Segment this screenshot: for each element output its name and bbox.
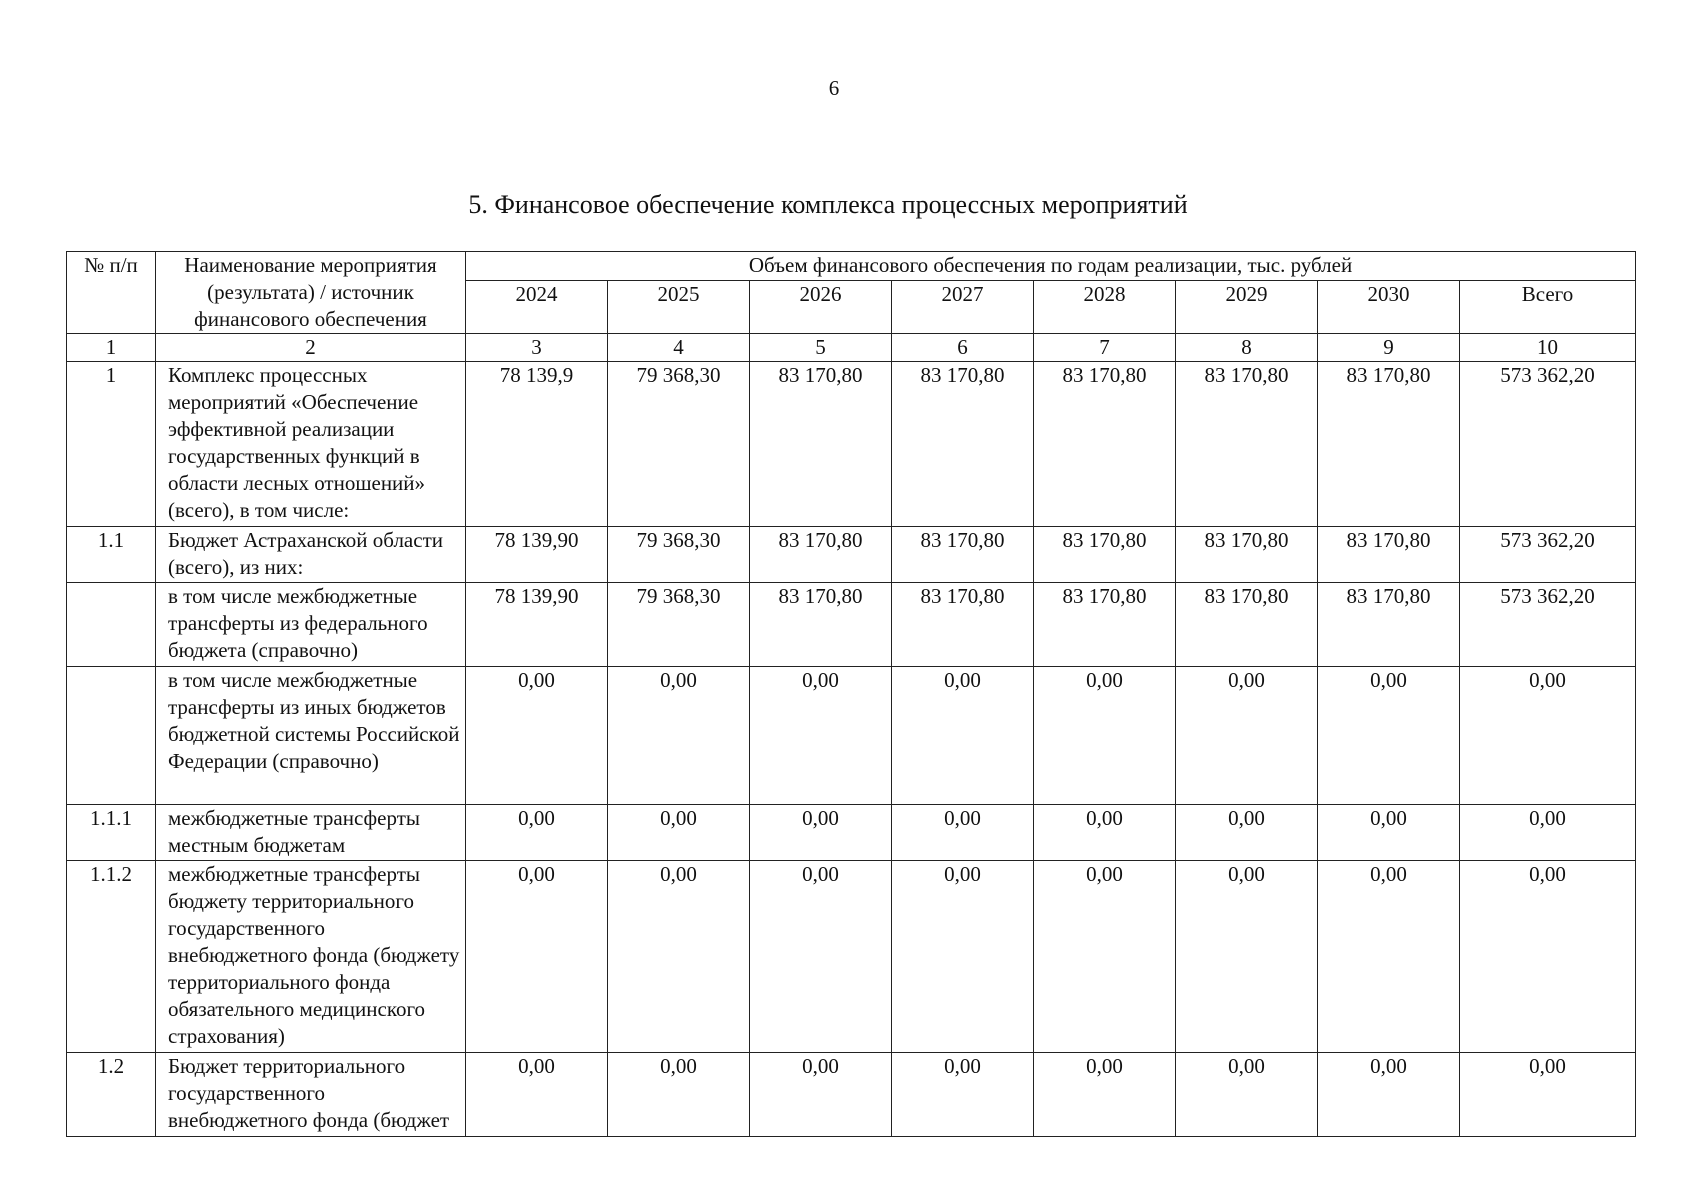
column-number: 5 bbox=[750, 334, 892, 362]
row-value: 78 139,9 bbox=[466, 362, 608, 527]
row-value: 83 170,80 bbox=[1176, 583, 1318, 667]
row-value: 0,00 bbox=[1176, 805, 1318, 861]
row-name: в том числе межбюджетные трансферты из иных бюджетов бюджетной системы Российской Федерации (справочно) bbox=[156, 667, 466, 805]
row-value: 83 170,80 bbox=[1034, 527, 1176, 583]
column-number: 9 bbox=[1318, 334, 1460, 362]
column-number: 6 bbox=[892, 334, 1034, 362]
row-value: 0,00 bbox=[1318, 1053, 1460, 1137]
row-total: 0,00 bbox=[1460, 861, 1636, 1053]
row-total: 573 362,20 bbox=[1460, 362, 1636, 527]
table-row bbox=[67, 667, 1636, 805]
row-total: 0,00 bbox=[1460, 805, 1636, 861]
row-value: 83 170,80 bbox=[1318, 527, 1460, 583]
row-value: 83 170,80 bbox=[750, 583, 892, 667]
row-value: 0,00 bbox=[892, 805, 1034, 861]
row-name: межбюджетные трансферты местным бюджетам bbox=[156, 805, 466, 861]
header-volume-group: Объем финансового обеспечения по годам реализации, тыс. рублей bbox=[466, 252, 1636, 281]
row-value: 0,00 bbox=[1034, 667, 1176, 805]
header-year: 2029 bbox=[1176, 281, 1318, 334]
row-value: 0,00 bbox=[608, 805, 750, 861]
header-num: № п/п bbox=[67, 252, 156, 334]
row-value: 79 368,30 bbox=[608, 362, 750, 527]
column-number: 1 bbox=[67, 334, 156, 362]
row-name: в том числе межбюджетные трансферты из федерального бюджета (справочно) bbox=[156, 583, 466, 667]
header-year: 2024 bbox=[466, 281, 608, 334]
row-value: 0,00 bbox=[1318, 667, 1460, 805]
row-value: 83 170,80 bbox=[1034, 583, 1176, 667]
row-value: 0,00 bbox=[466, 1053, 608, 1137]
row-value: 0,00 bbox=[892, 667, 1034, 805]
row-value: 0,00 bbox=[1176, 1053, 1318, 1137]
row-value: 83 170,80 bbox=[750, 362, 892, 527]
row-value: 83 170,80 bbox=[1176, 362, 1318, 527]
header-year: 2025 bbox=[608, 281, 750, 334]
row-value: 78 139,90 bbox=[466, 527, 608, 583]
section-title: 5. Финансовое обеспечение комплекса процессных мероприятий bbox=[468, 190, 1188, 219]
row-total: 573 362,20 bbox=[1460, 583, 1636, 667]
row-total: 0,00 bbox=[1460, 667, 1636, 805]
row-value: 83 170,80 bbox=[892, 527, 1034, 583]
table-row bbox=[67, 1053, 1636, 1137]
row-value: 0,00 bbox=[608, 1053, 750, 1137]
page-number: 6 bbox=[828, 76, 840, 100]
row-num bbox=[67, 583, 156, 667]
table-row bbox=[67, 583, 1636, 667]
header-year: 2028 bbox=[1034, 281, 1176, 334]
table-row bbox=[67, 861, 1636, 1053]
header-total: Всего bbox=[1460, 281, 1636, 334]
row-value: 0,00 bbox=[750, 805, 892, 861]
row-value: 0,00 bbox=[892, 1053, 1034, 1137]
row-num: 1 bbox=[67, 362, 156, 527]
row-total: 0,00 bbox=[1460, 1053, 1636, 1137]
row-value: 0,00 bbox=[466, 805, 608, 861]
column-numbers-row bbox=[67, 334, 1636, 362]
row-total: 573 362,20 bbox=[1460, 527, 1636, 583]
row-num: 1.1.1 bbox=[67, 805, 156, 861]
row-num: 1.1.2 bbox=[67, 861, 156, 1053]
table-row bbox=[67, 527, 1636, 583]
row-value: 0,00 bbox=[1034, 1053, 1176, 1137]
row-value: 83 170,80 bbox=[892, 583, 1034, 667]
header-year: 2027 bbox=[892, 281, 1034, 334]
row-value: 0,00 bbox=[892, 861, 1034, 1053]
row-value: 83 170,80 bbox=[1034, 362, 1176, 527]
row-value: 0,00 bbox=[1176, 667, 1318, 805]
table-row bbox=[67, 362, 1636, 527]
header-name: Наименование мероприятия (результата) / источник финансового обеспечения bbox=[156, 252, 466, 334]
row-value: 0,00 bbox=[1176, 861, 1318, 1053]
row-num: 1.2 bbox=[67, 1053, 156, 1137]
table-row bbox=[67, 805, 1636, 861]
header-row bbox=[67, 252, 1636, 281]
row-value: 83 170,80 bbox=[1318, 362, 1460, 527]
column-number: 4 bbox=[608, 334, 750, 362]
row-value: 0,00 bbox=[1318, 861, 1460, 1053]
row-value: 0,00 bbox=[1318, 805, 1460, 861]
row-value: 0,00 bbox=[608, 667, 750, 805]
row-value: 0,00 bbox=[750, 861, 892, 1053]
column-number: 3 bbox=[466, 334, 608, 362]
row-name: Бюджет Астраханской области (всего), из них: bbox=[156, 527, 466, 583]
row-value: 79 368,30 bbox=[608, 527, 750, 583]
row-name: Комплекс процессных мероприятий «Обеспечение эффективной реализации государственных функций в области лесных отношений» (всего), в том числе: bbox=[156, 362, 466, 527]
column-number: 10 bbox=[1460, 334, 1636, 362]
column-number: 8 bbox=[1176, 334, 1318, 362]
header-year: 2030 bbox=[1318, 281, 1460, 334]
row-name: межбюджетные трансферты бюджету территориального государственного внебюджетного фонда (бюджету территориального фонда обязательного медицинского страхования) bbox=[156, 861, 466, 1053]
row-value: 78 139,90 bbox=[466, 583, 608, 667]
column-number: 7 bbox=[1034, 334, 1176, 362]
row-value: 83 170,80 bbox=[1176, 527, 1318, 583]
row-value: 0,00 bbox=[750, 667, 892, 805]
column-number: 2 bbox=[156, 334, 466, 362]
row-num: 1.1 bbox=[67, 527, 156, 583]
row-value: 79 368,30 bbox=[608, 583, 750, 667]
row-value: 0,00 bbox=[466, 861, 608, 1053]
row-value: 83 170,80 bbox=[892, 362, 1034, 527]
row-value: 83 170,80 bbox=[750, 527, 892, 583]
row-name: Бюджет территориального государственного внебюджетного фонда (бюджет bbox=[156, 1053, 466, 1137]
header-year: 2026 bbox=[750, 281, 892, 334]
row-value: 0,00 bbox=[466, 667, 608, 805]
row-num bbox=[67, 667, 156, 805]
row-value: 0,00 bbox=[1034, 805, 1176, 861]
row-value: 0,00 bbox=[608, 861, 750, 1053]
row-value: 83 170,80 bbox=[1318, 583, 1460, 667]
row-value: 0,00 bbox=[750, 1053, 892, 1137]
financing-table bbox=[66, 251, 1636, 1137]
row-value: 0,00 bbox=[1034, 861, 1176, 1053]
